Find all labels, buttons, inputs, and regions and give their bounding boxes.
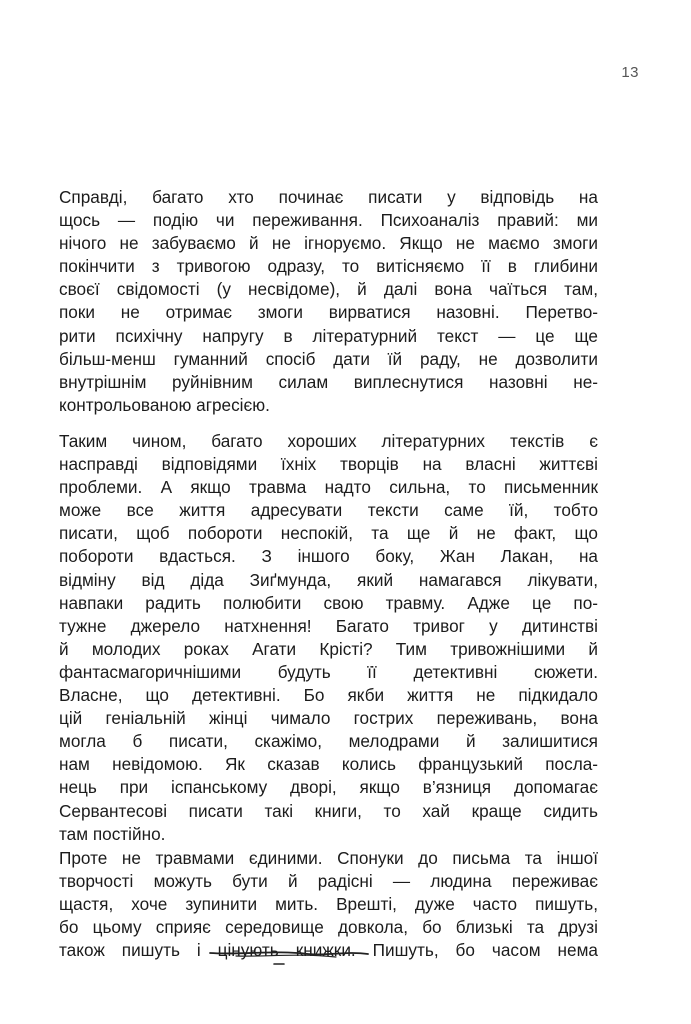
text-line: могла б писати, скажімо, мелодрами й залишитися: [59, 731, 598, 752]
paragraph-1: [59, 186, 598, 417]
text-line: Сервантесові писати такі книги, то хай краще сидить: [59, 800, 598, 821]
text-line: творчості можуть бути й радісні — людина переживає: [59, 871, 598, 892]
text-line: побороти вдасться. З іншого боку, Жан Лакан, на: [59, 546, 598, 567]
text-line: Проте не травмами єдиними. Спонуки до письма та іншої: [59, 848, 598, 868]
page-number: 13: [621, 64, 639, 81]
text-line: Власне, що детективні. Бо якби життя не підкидало: [59, 685, 598, 706]
paragraph-2: [59, 430, 598, 846]
text-line: цій геніальній жінці чимало гострих переживань, вона: [59, 708, 598, 729]
text-line: нічого не забуваємо й не ігноруємо. Якщо не маємо змоги: [59, 233, 598, 254]
text-line: Справді, багато хто починає писати у відповідь на: [59, 187, 598, 207]
text-line: рити психічну напругу в літературний текст — це ще: [59, 325, 598, 346]
text-line: фантасмагоричнішими будуть її детективні сюжети.: [59, 661, 598, 682]
text-line: й молодих роках Агати Крісті? Тим тривожнішими й: [59, 638, 598, 659]
text-line: може все життя адресувати тексти саме їй, тобто: [59, 500, 598, 521]
text-line: нам невідомою. Як сказав колись французький посла-: [59, 754, 598, 775]
text-line: Таким чином, багато хороших літературних текстів є: [59, 431, 598, 451]
text-line: відміну від діда Зиґмунда, який намагався лікувати,: [59, 569, 598, 590]
pen-underline-stroke: [210, 952, 368, 954]
text-line: контрольованою агресією.: [59, 394, 270, 415]
text-line: насправді відповідями їхніх творців на власні життєві: [59, 454, 598, 475]
text-line: проблеми. А якщо травма надто сильна, то письменник: [59, 477, 598, 498]
text-line: поки не отримає змоги вирватися назовні. Перетво-: [59, 302, 598, 323]
text-line: щастя, хоче зупинити мить. Врешті, дуже часто пишуть,: [59, 894, 598, 915]
text-line: нець при іспанському дворі, якщо в’язниця допомагає: [59, 777, 598, 798]
pen-underline-stroke: [236, 955, 336, 957]
text-line: своєї свідомості (у несвідоме), й далі вона чаїться там,: [59, 279, 598, 300]
handwritten-underline-mark: [196, 945, 376, 971]
text-line: більш-менш гуманний спосіб дати їй раду, не дозволити: [59, 348, 598, 369]
text-line: бо цьому сприяє середовище довкола, бо близькі та друзі: [59, 917, 598, 938]
text-line: там постійно.: [59, 823, 166, 844]
text-line: внутрішнім руйнівним силам виплеснутися назовні не-: [59, 371, 598, 392]
text-line: покінчити з тривогою одразу, то витісняємо її в глибини: [59, 256, 598, 277]
text-line: також пишуть і цінують книжки. Пишуть, бо часом нема: [59, 940, 598, 961]
text-line: щось — подію чи переживання. Психоаналіз правий: ми: [59, 210, 598, 231]
text-line: навпаки радить полюбити свою травму. Адже це по-: [59, 592, 598, 613]
text-line: тужне джерело натхнення! Багато тривог у дитинстві: [59, 615, 598, 636]
text-line: писати, щоб побороти неспокій, та ще й не факт, що: [59, 523, 598, 544]
